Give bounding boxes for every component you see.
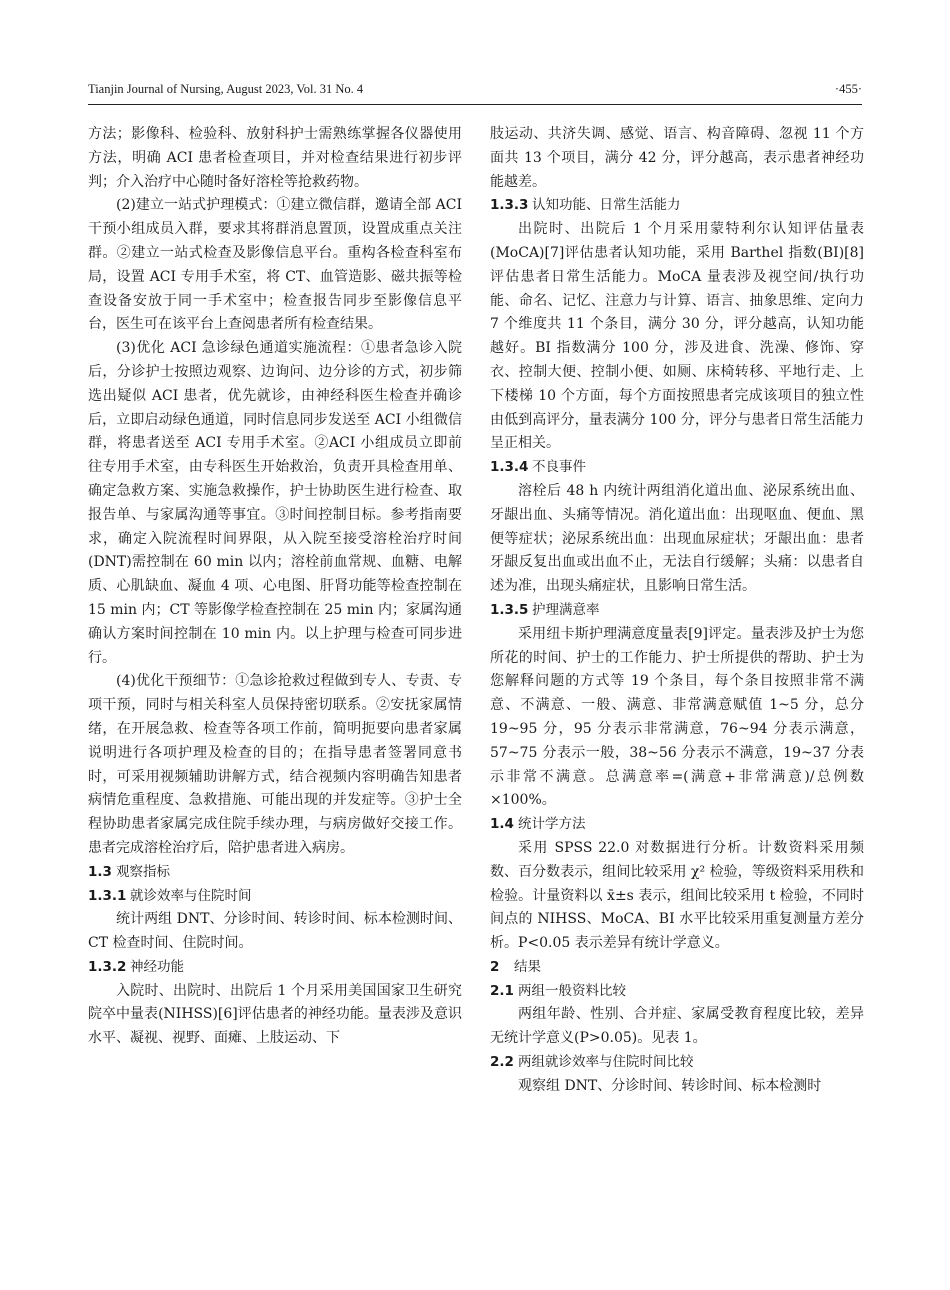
- section-title: 两组就诊效率与住院时间比较: [518, 1054, 694, 1071]
- paragraph: (2)建立一站式护理模式：①建立微信群，邀请全部 ACI 干预小组成员入群，要求其将群消息置顶，设置成重点关注群。②建立一站式检查及影像信息平台。重构各检查科室布局，设置 ACI 专用手术室，将 CT、血管造影、磁共振等检查设备安放于同一手术室中；检查报告同步至影像信息平台，医生可在该平台上查阅患者所有检查结果。: [88, 197, 462, 333]
- section-number: 1.4: [490, 816, 514, 833]
- section-title: 观察指标: [116, 863, 170, 880]
- section-title: 就诊效率与住院时间: [130, 887, 252, 904]
- left-column: [88, 123, 462, 1051]
- paragraph: 采用纽卡斯护理满意度量表[9]评定。量表涉及护士为您所花的时间、护士的工作能力、护士所提供的帮助、护士为您解释问题的方式等 19 个条目，每个条目按照非常不满意、不满意、一般、满意、非常满意赋值 1~5 分，总分 19~95 分，95 分表示非常满意，76~94 分表示满意，57~75 分表示一般，38~56 分表示不满意，19~37 分表示非常不满意。总满意率=(满意+非常满意)/总例数×100%。: [490, 625, 864, 809]
- section-number: 2.1: [490, 982, 514, 999]
- section-title: 结果: [514, 958, 541, 975]
- section-number: 1.3.5: [490, 601, 529, 618]
- section-title: 护理满意率: [532, 601, 600, 618]
- section-number: 1.3.2: [88, 958, 127, 975]
- paragraph: 两组年龄、性别、合并症、家属受教育程度比较，差异无统计学意义(P>0.05)。见表 1。: [490, 1006, 864, 1047]
- paragraph: 采用 SPSS 22.0 对数据进行分析。计数资料采用频数、百分数表示，组间比较采用 χ² 检验，等级资料采用秩和检验。计量资料以 x̄±s 表示，组间比较采用 t 检验，不同时间点的 NIHSS、MoCA、BI 水平比较采用重复测量方差分析。P<0.05 表示差异有统计学意义。: [490, 839, 864, 952]
- journal-citation: Tianjin Journal of Nursing, August 2023, Vol. 31 No. 4: [88, 82, 364, 96]
- section-heading: [490, 980, 864, 1004]
- section-title: 不良事件: [532, 459, 586, 476]
- section-heading: [88, 956, 462, 980]
- section-heading: [88, 861, 462, 885]
- section-title: 统计学方法: [518, 816, 586, 833]
- paragraph: 方法；影像科、检验科、放射科护士需熟练掌握各仪器使用方法，明确 ACI 患者检查项目，并对检查结果进行初步评判；介入治疗中心随时备好溶栓等抢救药物。: [88, 126, 462, 190]
- section-title: 神经功能: [130, 958, 184, 975]
- paragraph: 统计两组 DNT、分诊时间、转诊时间、标本检测时间、CT 检查时间、住院时间。: [88, 911, 462, 952]
- section-heading: [490, 1051, 864, 1075]
- section-heading: [490, 194, 864, 218]
- section-number: 2.2: [490, 1054, 514, 1071]
- section-title: 两组一般资料比较: [518, 982, 626, 999]
- paragraph: 入院时、出院时、出院后 1 个月采用美国国家卫生研究院卒中量表(NIHSS)[6]评估患者的神经功能。量表涉及意识水平、凝视、视野、面瘫、上肢运动、下: [88, 982, 462, 1047]
- section-heading: [490, 956, 864, 980]
- header-rule: [88, 104, 862, 105]
- section-number: 1.3: [88, 863, 112, 880]
- paragraph: (3)优化 ACI 急诊绿色通道实施流程：①患者急诊入院后，分诊护士按照边观察、边询问、边分诊的方式，初步筛选出疑似 ACI 患者，优先就诊，由神经科医生检查并确诊后，立即启动绿色通道，同时信息同步发送至 ACI 小组微信群，将患者送至 ACI 专用手术室。②ACI 小组成员立即前往专用手术室，由专科医生开始救治，负责开具检查用单、确定急救方案、实施急救操作，护士协助医生进行检查、取报告单、与家属沟通等事宜。③时间控制目标。参考指南要求，确定入院流程时间界限，从入院至接受溶栓治疗时间(DNT)需控制在 60 min 以内；溶栓前血常规、血糖、电解质、心肌缺血、凝血 4 项、心电图、肝肾功能等检查控制在 15 min 内；CT 等影像学检查控制在 25 min 内；家属沟通确认方案时间控制在 10 min 内。以上护理与检查可同步进行。: [88, 340, 462, 666]
- paragraph: 肢运动、共济失调、感觉、语言、构音障碍、忽视 11 个方面共 13 个项目，满分 42 分，评分越高，表示患者神经功能越差。: [490, 126, 864, 190]
- section-heading: [490, 456, 864, 480]
- paragraph: 出院时、出院后 1 个月采用蒙特利尔认知评估量表(MoCA)[7]评估患者认知功能，采用 Barthel 指数(BI)[8]评估患者日常生活能力。MoCA 量表涉及视空间/执行功能、命名、记忆、注意力与计算、语言、抽象思维、定向力 7 个维度共 11 个条目，满分 30 分，评分越高，认知功能越好。BI 指数满分 100 分，涉及进食、洗澡、修饰、穿衣、控制大便、控制小便、如厕、床椅转移、平地行走、上下楼梯 10 个方面，每个方面按照患者完成该项目的独立性由低到高评分，量表满分 100 分，评分与患者日常生活能力呈正相关。: [490, 221, 864, 452]
- section-number: 1.3.3: [490, 197, 529, 214]
- paragraph: 溶栓后 48 h 内统计两组消化道出血、泌尿系统出血、牙龈出血、头痛等情况。消化道出血：出现呕血、便血、黑便等症状；泌尿系统出血：出现血尿症状；牙龈出血：患者牙龈反复出血或出血不止，无法自行缓解；头痛：以患者自述为准，出现头痛症状，且影响日常生活。: [490, 482, 864, 595]
- section-number: 2: [490, 958, 500, 975]
- paragraph: (4)优化干预细节：①急诊抢救过程做到专人、专责、专项干预，同时与相关科室人员保持密切联系。②安抚家属情绪，在开展急救、检查等各项工作前，简明扼要向患者家属说明进行各项护理及检查的目的；在指导患者签署同意书时，可采用视频辅助讲解方式，结合视频内容明确告知患者病情危重程度、急救措施、可能出现的并发症等。③护士全程协助患者家属完成住院手续办理，与病房做好交接工作。患者完成溶栓治疗后，陪护患者进入病房。: [88, 673, 462, 856]
- section-heading: [490, 599, 864, 623]
- paragraph: 观察组 DNT、分诊时间、转诊时间、标本检测时: [518, 1077, 822, 1094]
- section-number: 1.3.1: [88, 887, 127, 904]
- section-title: 认知功能、日常生活能力: [532, 197, 681, 214]
- section-number: 1.3.4: [490, 459, 529, 476]
- section-heading: [490, 813, 864, 837]
- page-number: ·455·: [834, 82, 862, 96]
- right-column: [490, 123, 864, 1099]
- section-heading: [88, 885, 462, 909]
